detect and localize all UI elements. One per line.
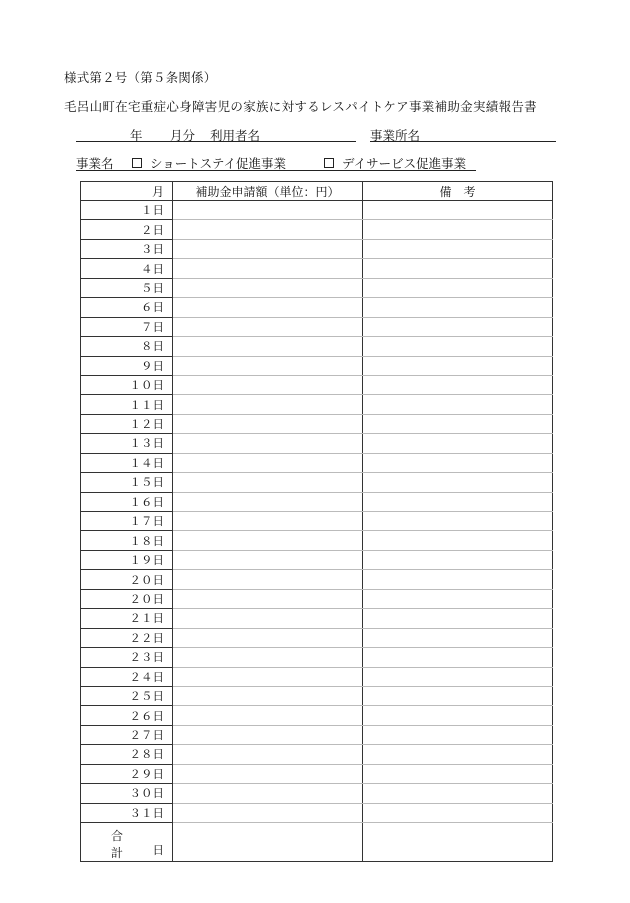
amount-cell[interactable]: [173, 648, 363, 667]
table-row: [81, 492, 553, 511]
header-amount: 補助金申請額（単位：円）: [173, 182, 363, 201]
table-row: [81, 395, 553, 414]
day-label: ９日: [81, 356, 173, 375]
table-row: [81, 434, 553, 453]
amount-cell[interactable]: [173, 434, 363, 453]
remarks-cell[interactable]: [363, 317, 553, 336]
day-label: ２８日: [81, 745, 173, 764]
day-label: ２７日: [81, 725, 173, 744]
remarks-cell[interactable]: [363, 239, 553, 258]
remarks-cell[interactable]: [363, 570, 553, 589]
remarks-cell[interactable]: [363, 803, 553, 822]
table-row: [81, 764, 553, 783]
total-suffix: 日: [152, 843, 164, 857]
remarks-cell[interactable]: [363, 550, 553, 569]
office-name-label: 事業所名: [370, 128, 421, 143]
remarks-cell[interactable]: [363, 609, 553, 628]
total-remarks-cell[interactable]: [363, 823, 553, 862]
table-row: [81, 201, 553, 220]
day-label: ２日: [81, 220, 173, 239]
amount-cell[interactable]: [173, 512, 363, 531]
service-type-line: [76, 154, 476, 171]
checkbox-icon[interactable]: [324, 158, 334, 168]
table-row: [81, 589, 553, 608]
remarks-cell[interactable]: [363, 201, 553, 220]
remarks-cell[interactable]: [363, 628, 553, 647]
table-row: [81, 473, 553, 492]
day-label: ２２日: [81, 628, 173, 647]
table-row: [81, 550, 553, 569]
day-label: １７日: [81, 512, 173, 531]
table-row: [81, 648, 553, 667]
remarks-cell[interactable]: [363, 375, 553, 394]
amount-cell[interactable]: [173, 589, 363, 608]
remarks-cell[interactable]: [363, 589, 553, 608]
remarks-cell[interactable]: [363, 434, 553, 453]
table-row: [81, 725, 553, 744]
header-row: [81, 182, 553, 201]
day-label: ６日: [81, 298, 173, 317]
day-label: １９日: [81, 550, 173, 569]
day-label: ２０日: [81, 570, 173, 589]
table-row: [81, 239, 553, 258]
table-row: [81, 278, 553, 297]
table-row: [81, 414, 553, 433]
month-label: 月分: [170, 128, 196, 143]
day-label: ３０日: [81, 784, 173, 803]
option-short-stay[interactable]: [132, 154, 286, 172]
amount-cell[interactable]: [173, 395, 363, 414]
day-label: ３日: [81, 239, 173, 258]
table-row: [81, 259, 553, 278]
table-row: [81, 220, 553, 239]
amount-cell[interactable]: [173, 609, 363, 628]
day-label: ２９日: [81, 764, 173, 783]
remarks-cell[interactable]: [363, 473, 553, 492]
day-label: １日: [81, 201, 173, 220]
table-row: [81, 570, 553, 589]
table-row: [81, 453, 553, 472]
day-label: １５日: [81, 473, 173, 492]
option-day-service-label: デイサービス促進事業: [342, 156, 467, 171]
remarks-cell[interactable]: [363, 667, 553, 686]
year-label: 年: [130, 128, 143, 143]
amount-cell[interactable]: [173, 317, 363, 336]
table-row: [81, 337, 553, 356]
table-row: [81, 512, 553, 531]
remarks-cell[interactable]: [363, 706, 553, 725]
table-row: [81, 375, 553, 394]
amount-cell[interactable]: [173, 764, 363, 783]
amount-cell[interactable]: [173, 220, 363, 239]
checkbox-icon[interactable]: [132, 158, 142, 168]
amount-cell[interactable]: [173, 259, 363, 278]
amount-cell[interactable]: [173, 550, 363, 569]
amount-cell[interactable]: [173, 667, 363, 686]
remarks-cell[interactable]: [363, 784, 553, 803]
remarks-cell[interactable]: [363, 745, 553, 764]
table-row: [81, 628, 553, 647]
table-row: [81, 317, 553, 336]
user-name-label: 利用者名: [210, 128, 261, 143]
amount-cell[interactable]: [173, 628, 363, 647]
option-short-stay-label: ショートステイ促進事業: [150, 156, 287, 171]
remarks-cell[interactable]: [363, 259, 553, 278]
remarks-cell[interactable]: [363, 512, 553, 531]
amount-cell[interactable]: [173, 298, 363, 317]
remarks-cell[interactable]: [363, 414, 553, 433]
table-row: [81, 298, 553, 317]
option-day-service[interactable]: [324, 154, 466, 172]
remarks-cell[interactable]: [363, 492, 553, 511]
total-label: 合 計: [111, 829, 156, 860]
table-row: [81, 706, 553, 725]
amount-cell[interactable]: [173, 453, 363, 472]
remarks-cell[interactable]: [363, 337, 553, 356]
day-label: ７日: [81, 317, 173, 336]
day-label: ４日: [81, 259, 173, 278]
amount-cell[interactable]: [173, 570, 363, 589]
table-row: [81, 686, 553, 705]
total-row: [81, 823, 553, 862]
remarks-cell[interactable]: [363, 531, 553, 550]
amount-cell[interactable]: [173, 239, 363, 258]
day-label: ２５日: [81, 686, 173, 705]
day-label: ２１日: [81, 609, 173, 628]
remarks-cell[interactable]: [363, 220, 553, 239]
remarks-cell[interactable]: [363, 686, 553, 705]
day-label: １２日: [81, 414, 173, 433]
header-month: 月: [81, 182, 173, 201]
amount-cell[interactable]: [173, 337, 363, 356]
service-label: 事業名: [76, 156, 114, 171]
day-label: ８日: [81, 337, 173, 356]
day-label: １４日: [81, 453, 173, 472]
amount-cell[interactable]: [173, 803, 363, 822]
amount-cell[interactable]: [173, 414, 363, 433]
period-user-line: [76, 126, 356, 142]
day-label: ２３日: [81, 648, 173, 667]
document-title: 毛呂山町在宅重症心身障害児の家族に対するレスパイトケア事業補助金実績報告書: [64, 99, 537, 114]
table-row: [81, 356, 553, 375]
total-amount-cell[interactable]: [173, 823, 363, 862]
office-line: [370, 126, 556, 142]
day-label: ２６日: [81, 706, 173, 725]
amount-cell[interactable]: [173, 356, 363, 375]
amount-cell[interactable]: [173, 492, 363, 511]
day-label: １３日: [81, 434, 173, 453]
report-table: [80, 181, 553, 862]
table-row: [81, 667, 553, 686]
amount-cell[interactable]: [173, 278, 363, 297]
amount-cell[interactable]: [173, 531, 363, 550]
amount-cell[interactable]: [173, 784, 363, 803]
amount-cell[interactable]: [173, 725, 363, 744]
remarks-cell[interactable]: [363, 278, 553, 297]
day-label: １０日: [81, 375, 173, 394]
amount-cell[interactable]: [173, 375, 363, 394]
table-row: [81, 784, 553, 803]
remarks-cell[interactable]: [363, 356, 553, 375]
remarks-cell[interactable]: [363, 395, 553, 414]
remarks-cell[interactable]: [363, 453, 553, 472]
day-label: ５日: [81, 278, 173, 297]
remarks-cell[interactable]: [363, 298, 553, 317]
total-label-cell: [81, 823, 173, 862]
table-row: [81, 745, 553, 764]
remarks-cell[interactable]: [363, 648, 553, 667]
amount-cell[interactable]: [173, 686, 363, 705]
day-label: ３１日: [81, 803, 173, 822]
day-label: ２４日: [81, 667, 173, 686]
remarks-cell[interactable]: [363, 764, 553, 783]
table-row: [81, 609, 553, 628]
amount-cell[interactable]: [173, 201, 363, 220]
form-number: 様式第２号（第５条関係）: [64, 70, 217, 85]
day-label: ２０日: [81, 589, 173, 608]
amount-cell[interactable]: [173, 706, 363, 725]
day-label: １６日: [81, 492, 173, 511]
day-label: １８日: [81, 531, 173, 550]
remarks-cell[interactable]: [363, 725, 553, 744]
day-label: １１日: [81, 395, 173, 414]
table-row: [81, 803, 553, 822]
amount-cell[interactable]: [173, 473, 363, 492]
table-row: [81, 531, 553, 550]
header-remarks: 備 考: [363, 182, 553, 201]
amount-cell[interactable]: [173, 745, 363, 764]
